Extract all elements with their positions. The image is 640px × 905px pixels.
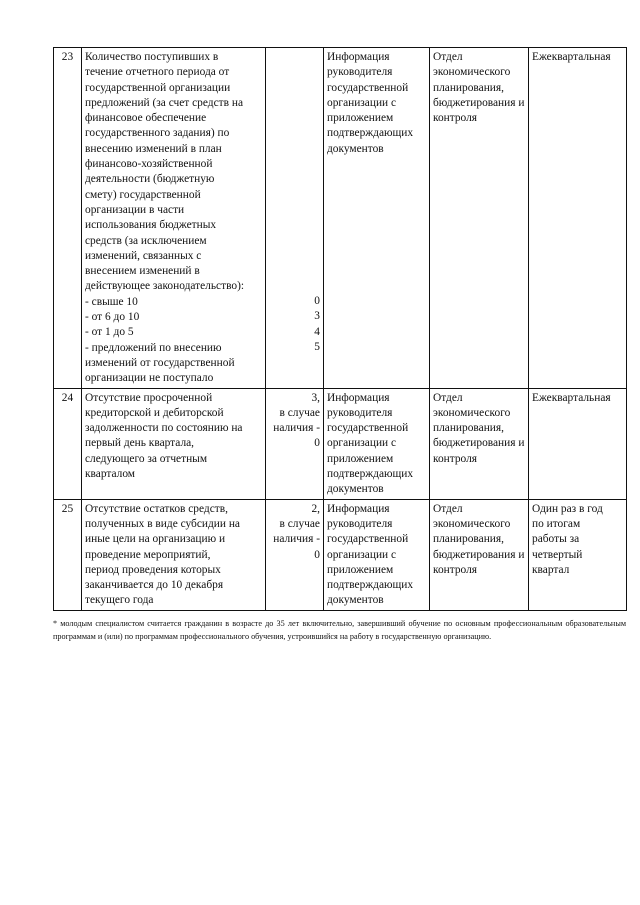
indicator-line: проведение мероприятий,: [85, 548, 211, 561]
indicator-line: кварталом: [85, 468, 136, 481]
indicator-line: заканчивается до 10 декабря: [85, 579, 224, 592]
indicator-line: действующее законодательство):: [85, 280, 245, 293]
points-condition: в случае: [279, 406, 320, 419]
indicator-line: организации в части: [85, 203, 185, 216]
source-cell: Информация руководителя государственной организации с приложением подтверждающих документов: [324, 48, 430, 389]
indicator-line: изменений от государственной: [85, 356, 235, 369]
responsible-cell: Отдел экономического планирования, бюджетирования и контроля: [430, 388, 529, 499]
indicator-line: деятельности (бюджетную: [85, 173, 215, 186]
indicator-line: использования бюджетных: [85, 219, 217, 232]
indicator-line: задолженности по состоянию на: [85, 422, 243, 435]
frequency-line: по итогам: [532, 517, 581, 530]
indicator-cell: [82, 388, 266, 499]
indicator-line: государственного задания) по: [85, 127, 230, 140]
responsible-cell: Отдел экономического планирования, бюджетирования и контроля: [430, 499, 529, 610]
indicator-line: государственной организации: [85, 81, 231, 94]
indicator-line: Отсутствие остатков средств,: [85, 502, 228, 515]
criteria-table: [53, 47, 627, 611]
indicator-line: предложений (за счет средств на: [85, 96, 243, 109]
indicator-line: Количество поступивших в: [85, 51, 219, 63]
indicator-cell: [82, 499, 266, 610]
indicator-line: кредиторской и дебиторской: [85, 406, 224, 419]
points-value: 0: [314, 295, 320, 307]
footnote: * молодым специалистом считается гражданин в возрасте до 35 лет включительно, завершивший обучение по основным профессиональным образовательным программам и (или) по программам профессионального обучения, устроившийся на работу в государственную организацию.: [53, 619, 626, 642]
frequency-cell: Ежеквартальная: [529, 388, 627, 499]
indicator-line: следующего за отчетным: [85, 452, 208, 465]
indicator-line: финансовое обеспечение: [85, 112, 207, 125]
indicator-cell: [82, 48, 266, 389]
frequency-cell: [529, 499, 627, 610]
indicator-line: - от 6 до 10: [85, 311, 140, 324]
indicator-line: Отсутствие просроченной: [85, 391, 213, 404]
points-value: 2,: [311, 502, 320, 515]
points-condition: в случае: [279, 517, 320, 530]
points-cell: [266, 499, 324, 610]
indicator-line: смету) государственной: [85, 188, 201, 201]
indicator-line: - предложений по внесению: [85, 341, 222, 354]
indicator-line: текущего года: [85, 594, 154, 607]
indicator-line: полученных в виде субсидии на: [85, 517, 240, 530]
frequency-line: Один раз в год: [532, 502, 603, 515]
table-row: [54, 48, 627, 389]
indicator-line: финансово-хозяйственной: [85, 158, 213, 171]
row-number: 25: [54, 499, 82, 610]
points-cell: [266, 48, 324, 389]
indicator-line: организации не поступало: [85, 372, 214, 385]
frequency-line: четвертый: [532, 548, 583, 561]
points-value: 3,: [311, 391, 320, 404]
source-cell: Информация руководителя государственной организации с приложением подтверждающих документов: [324, 388, 430, 499]
table-row: [54, 388, 627, 499]
indicator-line: течение отчетного периода от: [85, 66, 230, 79]
frequency-cell: Ежеквартальная: [529, 48, 627, 389]
points-value: 3: [314, 310, 320, 323]
frequency-line: работы за: [532, 533, 580, 546]
indicator-line: период проведения которых: [85, 563, 221, 576]
indicator-line: - от 1 до 5: [85, 326, 134, 339]
indicator-line: иные цели на организацию и: [85, 533, 226, 546]
row-number: 24: [54, 388, 82, 499]
responsible-cell: Отдел экономического планирования, бюджетирования и контроля: [430, 48, 529, 389]
source-cell: Информация руководителя государственной организации с приложением подтверждающих документов: [324, 499, 430, 610]
indicator-line: - свыше 10: [85, 295, 138, 308]
points-cell: [266, 388, 324, 499]
indicator-line: первый день квартала,: [85, 437, 195, 450]
points-condition: наличия - 0: [273, 422, 320, 450]
indicator-line: средств (за исключением: [85, 234, 207, 247]
indicator-line: внесению изменений в план: [85, 142, 222, 155]
points-value: 4: [314, 325, 320, 338]
frequency-line: квартал: [532, 563, 570, 576]
points-condition: наличия - 0: [273, 533, 320, 561]
points-value: 5: [314, 340, 320, 353]
table-row: [54, 499, 627, 610]
row-number: 23: [54, 48, 82, 389]
indicator-line: внесением изменений в: [85, 265, 200, 278]
indicator-line: изменений, связанных с: [85, 249, 202, 262]
